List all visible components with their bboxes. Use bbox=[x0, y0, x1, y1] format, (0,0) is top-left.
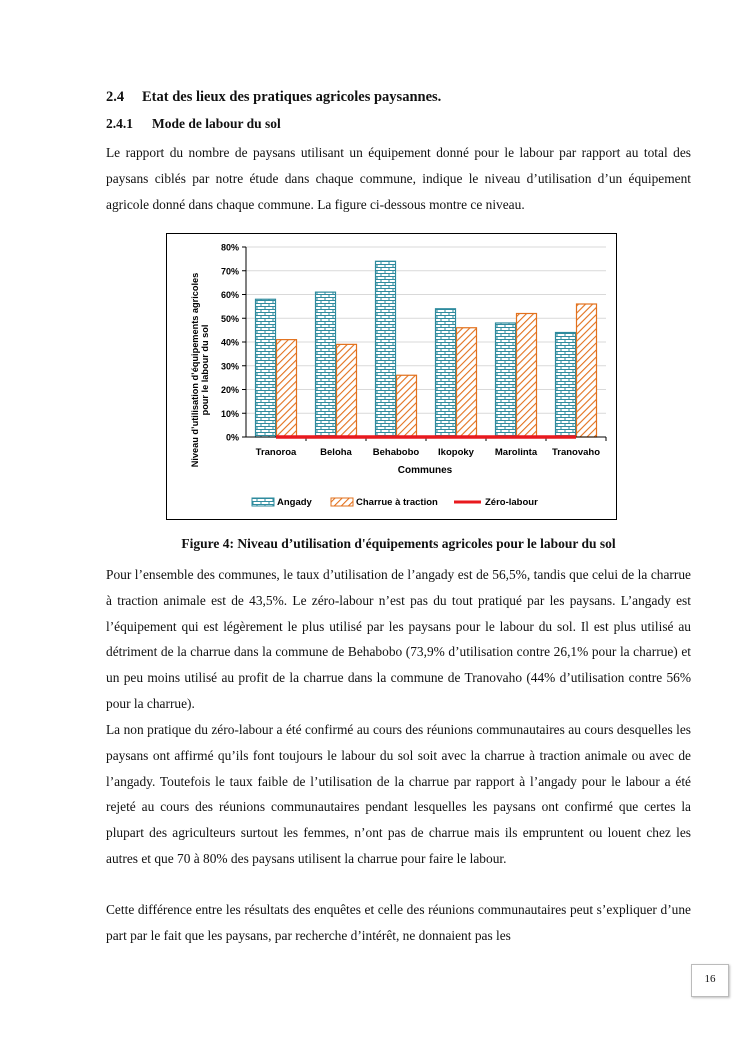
subsection-number: 2.4.1 bbox=[106, 116, 133, 131]
bar-chart bbox=[166, 233, 617, 520]
y-tick-label: 70% bbox=[220, 266, 239, 277]
x-tick-label-marolinta: Marolinta bbox=[494, 447, 538, 458]
x-tick-label-ikopoky: Ikopoky bbox=[438, 447, 474, 458]
bar-charrue-tranoroa bbox=[277, 340, 297, 437]
section-number: 2.4 bbox=[106, 89, 125, 105]
y-tick-label: 30% bbox=[220, 361, 239, 372]
chart-legend bbox=[252, 497, 538, 508]
subsection-heading bbox=[106, 116, 281, 132]
y-tick-label: 80% bbox=[220, 242, 239, 253]
bar-charrue-behabobo bbox=[397, 375, 417, 437]
analysis-paragraph: Pour l’ensemble des communes, le taux d’utilisation de l’angady est de 56,5%, tandis que celui de la charrue à traction animale est de 43,5%. Le zéro-labour n’est pas du tout pratiqué par les paysans. L’angady est l’équipement qui est légèrement le plus utilisé par les paysans pour le labour du sol. Il est plus utilisé au détriment de la charrue dans la commune de Behabobo (73,9% d’utilisation contre 26,1% pour la charrue) et un peu moins utilisé au profit de la charrue dans la commune de Tranovaho (44% d’utilisation contre 56% pour la charrue). bbox=[106, 567, 691, 711]
y-tick-label: 0% bbox=[225, 432, 239, 443]
y-axis-title-line-2: pour le labour du sol bbox=[200, 324, 210, 416]
legend-label-zero-labour: Zéro-labour bbox=[485, 497, 538, 508]
bar-charrue-ikopoky bbox=[457, 328, 477, 437]
y-tick-label: 40% bbox=[220, 337, 239, 348]
bar-angady-marolinta bbox=[496, 323, 516, 437]
bar-angady-tranoroa bbox=[256, 299, 276, 437]
bar-charrue-marolinta bbox=[517, 314, 537, 438]
intro-paragraph: Le rapport du nombre de paysans utilisant un équipement donné pour le labour par rapport au total des paysans ciblés par notre étude dans chaque commune, indique le niveau d’utilisation d’un équipement agricole donné dans chaque commune. La figure ci-dessous montre ce niveau. bbox=[106, 145, 691, 212]
x-tick-label-tranoroa: Tranoroa bbox=[255, 447, 297, 458]
y-tick-label: 20% bbox=[220, 385, 239, 395]
x-tick-label-beloha: Beloha bbox=[320, 447, 352, 458]
page-number: 16 bbox=[691, 964, 729, 997]
bar-angady-beloha bbox=[316, 292, 336, 437]
bar-angady-behabobo bbox=[376, 261, 396, 437]
legend-swatch-charrue bbox=[331, 498, 353, 506]
difference-paragraph: Cette différence entre les résultats des enquêtes et celle des réunions communautaires peut s’expliquer d’une part par le fait que les paysans, par recherche d’intérêt, ne donnaient pas les bbox=[106, 902, 691, 943]
bar-charrue-tranovaho bbox=[577, 304, 597, 437]
x-axis-title: Communes bbox=[397, 465, 453, 476]
legend-swatch-angady bbox=[252, 498, 274, 506]
bar-charrue-beloha bbox=[337, 344, 357, 437]
y-tick-label: 50% bbox=[220, 313, 239, 324]
legend-label-charrue: Charrue à traction bbox=[356, 497, 438, 508]
confirmation-paragraph: La non pratique du zéro-labour a été confirmé au cours des réunions communautaires au cours desquelles les paysans ont affirmé qu’ils font toujours le labour du sol soit avec la charrue à traction animale ou avec de l’angady. Toutefois le taux faible de l’utilisation de la charrue par rapport à l’angady pour le labour a été rejeté au cours des réunions communautaires pendant lesquelles les paysans ont confirmé que certes la plupart des agriculteurs surtout les femmes, n’ont pas de charrue mais ils empruntent ou louent chez les autres et que 70 à 80% des paysans utilisent la charrue pour faire le labour. bbox=[106, 722, 691, 866]
section-title: Etat des lieux des pratiques agricoles paysannes. bbox=[142, 89, 442, 105]
bar-angady-tranovaho bbox=[556, 333, 576, 438]
legend-label-angady: Angady bbox=[277, 497, 312, 508]
x-tick-label-behabobo: Behabobo bbox=[372, 447, 420, 458]
x-tick-label-tranovaho: Tranovaho bbox=[551, 447, 601, 458]
figure-caption: Figure 4: Niveau d’utilisation d'équipements agricoles pour le labour du sol bbox=[181, 536, 616, 551]
y-axis-title-line-1: Niveau d’utilisation d’équipements agricoles bbox=[190, 272, 200, 468]
section-heading bbox=[106, 89, 441, 106]
bar-angady-ikopoky bbox=[436, 309, 456, 437]
subsection-title: Mode de labour du sol bbox=[152, 116, 281, 131]
y-tick-label: 10% bbox=[220, 408, 239, 419]
chart-svg bbox=[167, 234, 618, 521]
y-tick-label: 60% bbox=[220, 290, 239, 300]
